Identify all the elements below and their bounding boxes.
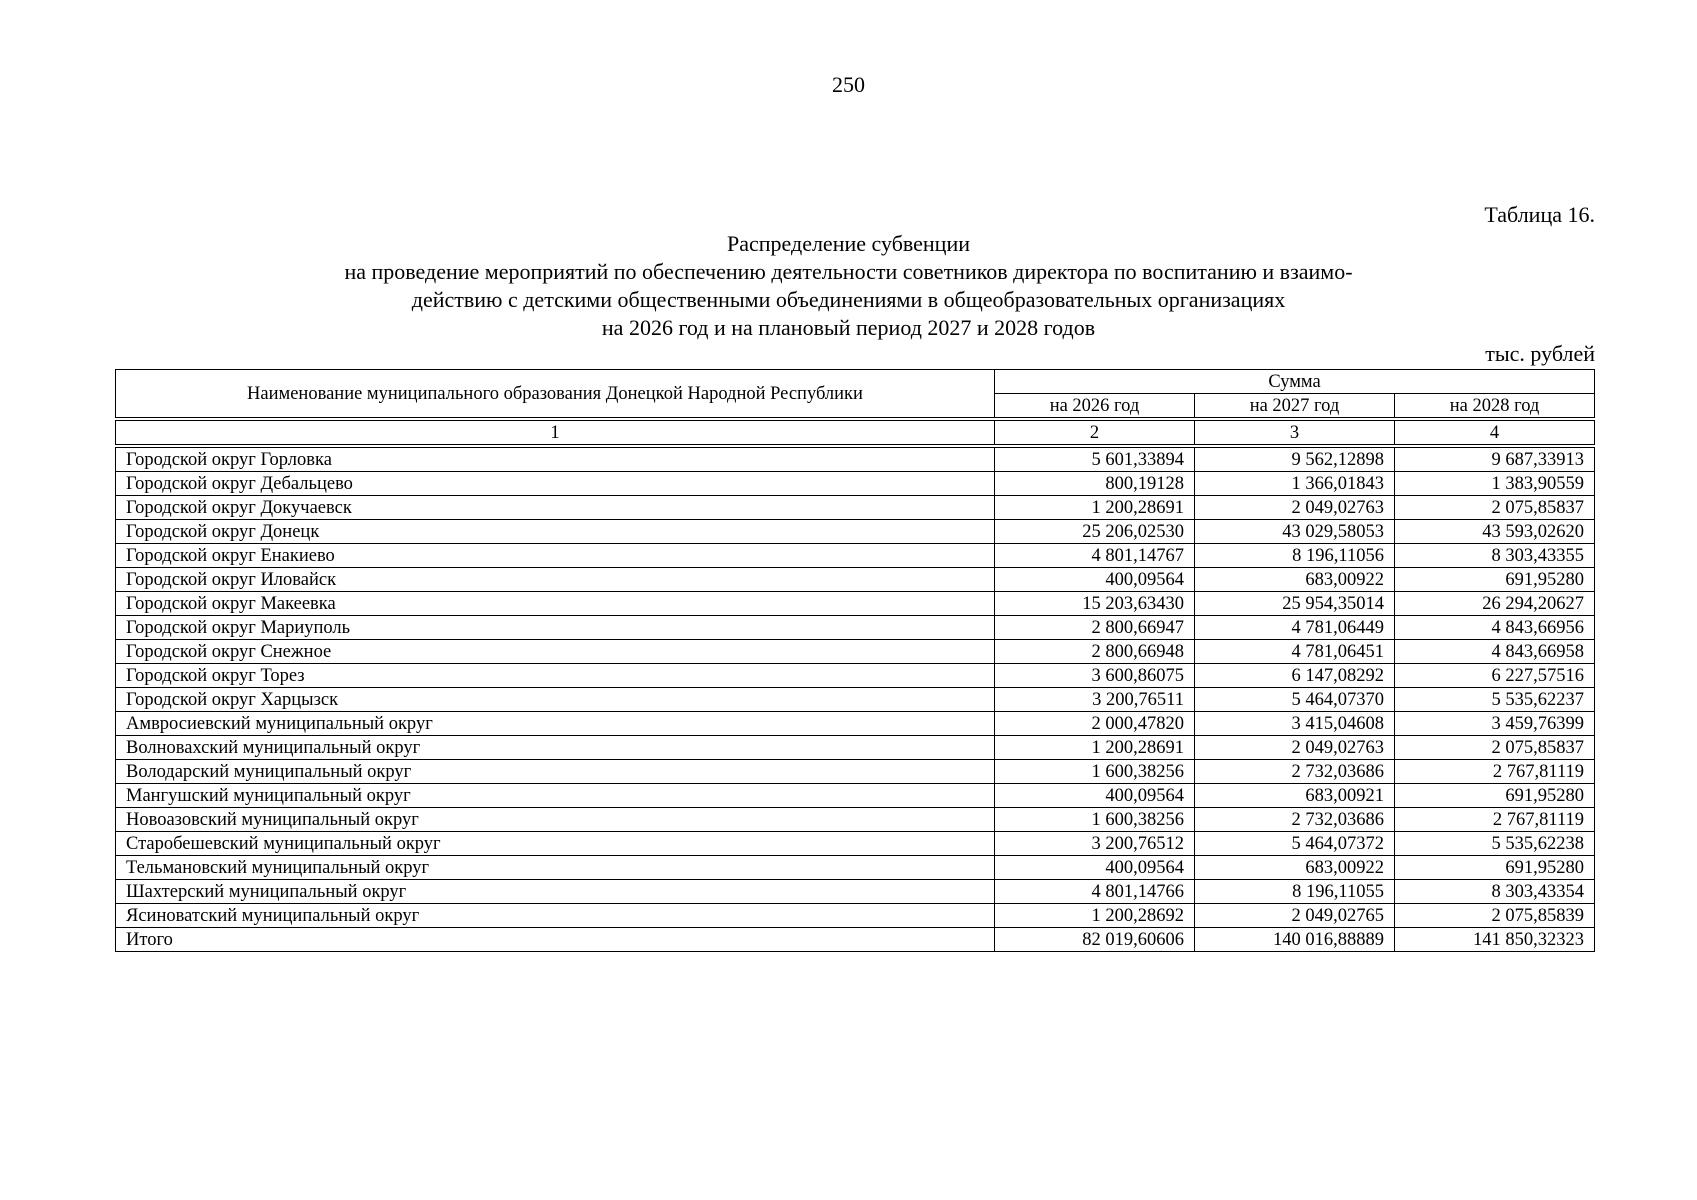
table-label: Таблица 16. (1484, 202, 1595, 227)
value-2026: 82 019,60606 (995, 928, 1195, 952)
column-number: 1 (116, 419, 995, 446)
value-2026: 400,09564 (995, 784, 1195, 808)
value-2028: 9 687,33913 (1395, 446, 1595, 472)
value-2028: 5 535,62237 (1395, 688, 1595, 712)
value-2026: 3 200,76511 (995, 688, 1195, 712)
value-2026: 25 206,02530 (995, 520, 1195, 544)
value-2027: 8 196,11056 (1195, 544, 1395, 568)
table-row (116, 712, 1595, 736)
value-2026: 1 200,28691 (995, 496, 1195, 520)
table-row (116, 688, 1595, 712)
column-number: 4 (1395, 419, 1595, 446)
municipality-name: Новоазовский муниципальный округ (116, 808, 995, 832)
value-2027: 5 464,07370 (1195, 688, 1395, 712)
value-2026: 2 000,47820 (995, 712, 1195, 736)
value-2027: 2 049,02763 (1195, 736, 1395, 760)
title-line: Распределение субвенции (726, 231, 971, 256)
title-line: на проведение мероприятий по обеспечению деятельности советников директора по воспитанию и взаимо- (344, 259, 1353, 284)
value-2028: 8 303,43354 (1395, 880, 1595, 904)
value-2026: 1 600,38256 (995, 760, 1195, 784)
table-row (116, 446, 1595, 472)
municipality-name: Городской округ Енакиево (116, 544, 995, 568)
value-2026: 3 600,86075 (995, 664, 1195, 688)
table-row (116, 640, 1595, 664)
table-row (116, 784, 1595, 808)
value-2027: 2 732,03686 (1195, 760, 1395, 784)
municipality-name: Городской округ Мариуполь (116, 616, 995, 640)
table-row (116, 808, 1595, 832)
table-row (116, 856, 1595, 880)
table-row (116, 664, 1595, 688)
value-2027: 140 016,88889 (1195, 928, 1395, 952)
value-2026: 4 801,14766 (995, 880, 1195, 904)
value-2026: 15 203,63430 (995, 592, 1195, 616)
municipality-name: Тельмановский муниципальный округ (116, 856, 995, 880)
municipality-name: Итого (116, 928, 995, 952)
value-2027: 4 781,06451 (1195, 640, 1395, 664)
value-2028: 691,95280 (1395, 856, 1595, 880)
value-2028: 43 593,02620 (1395, 520, 1595, 544)
page-number: 250 (832, 72, 865, 97)
value-2028: 2 767,81119 (1395, 760, 1595, 784)
municipality-name: Володарский муниципальный округ (116, 760, 995, 784)
table-body (116, 419, 1595, 952)
column-number: 2 (995, 419, 1195, 446)
value-2027: 43 029,58053 (1195, 520, 1395, 544)
value-2026: 3 200,76512 (995, 832, 1195, 856)
value-2027: 3 415,04608 (1195, 712, 1395, 736)
table-row (116, 520, 1595, 544)
value-2026: 5 601,33894 (995, 446, 1195, 472)
municipality-name: Городской округ Докучаевск (116, 496, 995, 520)
subvention-table (115, 369, 1595, 952)
municipality-name: Старобешевский муниципальный округ (116, 832, 995, 856)
value-2028: 3 459,76399 (1395, 712, 1595, 736)
value-2027: 2 732,03686 (1195, 808, 1395, 832)
value-2028: 2 767,81119 (1395, 808, 1595, 832)
value-2028: 1 383,90559 (1395, 472, 1595, 496)
value-2026: 1 200,28691 (995, 736, 1195, 760)
value-2026: 2 800,66947 (995, 616, 1195, 640)
value-2028: 26 294,20627 (1395, 592, 1595, 616)
value-2028: 2 075,85839 (1395, 904, 1595, 928)
value-2027: 1 366,01843 (1195, 472, 1395, 496)
title-line: на 2026 год и на плановый период 2027 и 2028 годов (601, 315, 1096, 340)
value-2028: 4 843,66958 (1395, 640, 1595, 664)
column-number: 3 (1195, 419, 1395, 446)
table-header (116, 370, 1595, 420)
municipality-name: Амвросиевский муниципальный округ (116, 712, 995, 736)
municipality-name: Городской округ Торез (116, 664, 995, 688)
value-2026: 1 200,28692 (995, 904, 1195, 928)
value-2028: 691,95280 (1395, 784, 1595, 808)
value-2028: 2 075,85837 (1395, 496, 1595, 520)
value-2027: 683,00921 (1195, 784, 1395, 808)
municipality-name: Мангушский муниципальный округ (116, 784, 995, 808)
header-municipality: Наименование муниципального образования Донецкой Народной Республики (116, 370, 995, 420)
municipality-name: Городской округ Горловка (116, 446, 995, 472)
table-row (116, 496, 1595, 520)
title-line: действию с детскими общественными объединениями в общеобразовательных организациях (411, 287, 1286, 312)
value-2026: 1 600,38256 (995, 808, 1195, 832)
value-2027: 5 464,07372 (1195, 832, 1395, 856)
value-2028: 2 075,85837 (1395, 736, 1595, 760)
municipality-name: Городской округ Макеевка (116, 592, 995, 616)
municipality-name: Ясиноватский муниципальный округ (116, 904, 995, 928)
value-2027: 683,00922 (1195, 856, 1395, 880)
value-2026: 4 801,14767 (995, 544, 1195, 568)
value-2027: 2 049,02763 (1195, 496, 1395, 520)
table-row (116, 736, 1595, 760)
value-2026: 400,09564 (995, 568, 1195, 592)
table-row (116, 472, 1595, 496)
header-year-2028: на 2028 год (1395, 394, 1595, 420)
value-2027: 4 781,06449 (1195, 616, 1395, 640)
value-2027: 2 049,02765 (1195, 904, 1395, 928)
value-2028: 141 850,32323 (1395, 928, 1595, 952)
municipality-name: Городской округ Донецк (116, 520, 995, 544)
value-2028: 691,95280 (1395, 568, 1595, 592)
table-title (0, 230, 1697, 342)
value-2027: 6 147,08292 (1195, 664, 1395, 688)
municipality-name: Городской округ Дебальцево (116, 472, 995, 496)
value-2028: 8 303,43355 (1395, 544, 1595, 568)
municipality-name: Шахтерский муниципальный округ (116, 880, 995, 904)
value-2027: 25 954,35014 (1195, 592, 1395, 616)
value-2028: 6 227,57516 (1395, 664, 1595, 688)
table-row (116, 544, 1595, 568)
header-year-2027: на 2027 год (1195, 394, 1395, 420)
value-2028: 4 843,66956 (1395, 616, 1595, 640)
value-2027: 8 196,11055 (1195, 880, 1395, 904)
header-year-2026: на 2026 год (995, 394, 1195, 420)
table-row (116, 616, 1595, 640)
table-row (116, 832, 1595, 856)
header-sum: Сумма (995, 370, 1595, 394)
value-2026: 2 800,66948 (995, 640, 1195, 664)
table-row (116, 592, 1595, 616)
column-number-row (116, 419, 1595, 446)
table-row (116, 904, 1595, 928)
table-row (116, 760, 1595, 784)
value-2026: 400,09564 (995, 856, 1195, 880)
value-2026: 800,19128 (995, 472, 1195, 496)
value-2027: 683,00922 (1195, 568, 1395, 592)
value-2028: 5 535,62238 (1395, 832, 1595, 856)
municipality-name: Городской округ Иловайск (116, 568, 995, 592)
table-row (116, 568, 1595, 592)
municipality-name: Волновахский муниципальный округ (116, 736, 995, 760)
table-row (116, 928, 1595, 952)
table-row (116, 880, 1595, 904)
municipality-name: Городской округ Харцызск (116, 688, 995, 712)
municipality-name: Городской округ Снежное (116, 640, 995, 664)
value-2027: 9 562,12898 (1195, 446, 1395, 472)
units-label: тыс. рублей (1485, 341, 1595, 366)
